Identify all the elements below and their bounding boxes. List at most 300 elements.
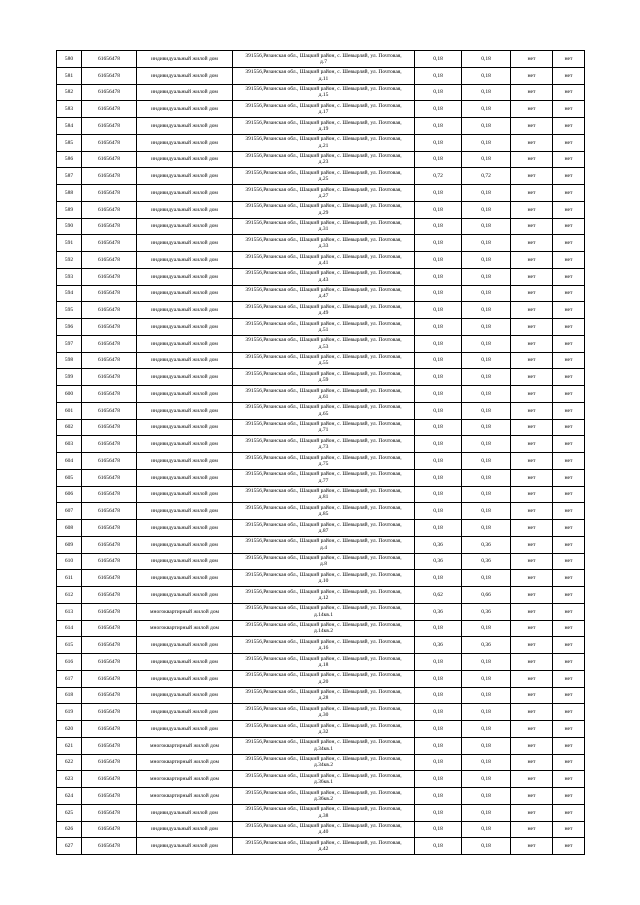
address-line-2: д.59	[318, 377, 329, 384]
value-1-cell: 0,18	[415, 670, 462, 687]
code-cell: 61656478	[82, 285, 137, 302]
row-number-cell: 583	[57, 101, 82, 118]
value-1-cell: 0,18	[415, 402, 462, 419]
address-line-2: д.43	[318, 276, 329, 283]
value-2-cell: 0,18	[462, 654, 511, 671]
code-cell: 61656478	[82, 252, 137, 269]
address-line-2: д.20	[318, 678, 329, 685]
flag-1-cell: нет	[511, 302, 553, 319]
address-line-2: д.71	[318, 427, 329, 434]
table-row	[57, 134, 585, 151]
flag-1-cell: нет	[511, 654, 553, 671]
code-cell: 61656478	[82, 101, 137, 118]
address-cell	[233, 737, 415, 754]
code-cell: 61656478	[82, 302, 137, 319]
address-cell	[233, 268, 415, 285]
value-2-cell: 0,18	[462, 67, 511, 84]
flag-1-cell: нет	[511, 268, 553, 285]
table-row	[57, 369, 585, 386]
flag-2-cell: нет	[553, 469, 585, 486]
address-line-1: 391556,Рязанская обл., Шацкий район, с. Шевырляй, ул. Почтовая,	[245, 186, 402, 193]
value-1-cell: 0,62	[415, 587, 462, 604]
flag-1-cell: нет	[511, 84, 553, 101]
row-number-cell: 620	[57, 721, 82, 738]
value-2-cell: 0,18	[462, 754, 511, 771]
row-number-cell: 593	[57, 268, 82, 285]
code-cell: 61656478	[82, 670, 137, 687]
code-cell: 61656478	[82, 51, 137, 68]
row-number-cell: 618	[57, 687, 82, 704]
flag-2-cell: нет	[553, 603, 585, 620]
address-cell	[233, 670, 415, 687]
address-cell	[233, 687, 415, 704]
address-line-2: д.21	[318, 142, 329, 149]
table-row	[57, 235, 585, 252]
building-type-cell: индивидуальный жилой дом	[137, 386, 233, 403]
address-cell	[233, 637, 415, 654]
row-number-cell: 610	[57, 553, 82, 570]
building-type-cell: индивидуальный жилой дом	[137, 335, 233, 352]
table-row	[57, 754, 585, 771]
building-type-cell: индивидуальный жилой дом	[137, 369, 233, 386]
value-2-cell: 0,18	[462, 235, 511, 252]
flag-2-cell: нет	[553, 687, 585, 704]
address-line-1: 391556,Рязанская обл., Шацкий район, с. Шевырляй, ул. Почтовая,	[245, 622, 402, 629]
row-number-cell: 581	[57, 67, 82, 84]
code-cell: 61656478	[82, 168, 137, 185]
flag-1-cell: нет	[511, 252, 553, 269]
flag-1-cell: нет	[511, 335, 553, 352]
code-cell: 61656478	[82, 821, 137, 838]
value-2-cell: 0,18	[462, 469, 511, 486]
address-cell	[233, 101, 415, 118]
value-2-cell: 0,18	[462, 201, 511, 218]
value-2-cell: 0,18	[462, 804, 511, 821]
code-cell: 61656478	[82, 637, 137, 654]
address-line-1: 391556,Рязанская обл., Шацкий район, с. Шевырляй, ул. Почтовая,	[245, 504, 402, 511]
code-cell: 61656478	[82, 352, 137, 369]
address-cell	[233, 252, 415, 269]
table-row	[57, 285, 585, 302]
value-2-cell: 0,18	[462, 453, 511, 470]
value-2-cell: 0,18	[462, 369, 511, 386]
address-line-1: 391556,Рязанская обл., Шацкий район, с. Шевырляй, ул. Почтовая,	[245, 253, 402, 260]
row-number-cell: 589	[57, 201, 82, 218]
address-cell	[233, 235, 415, 252]
value-1-cell: 0,18	[415, 134, 462, 151]
address-line-2: д.11	[318, 75, 329, 82]
value-2-cell: 0,18	[462, 503, 511, 520]
flag-1-cell: нет	[511, 520, 553, 537]
value-1-cell: 0,18	[415, 201, 462, 218]
table-row	[57, 704, 585, 721]
building-type-cell: индивидуальный жилой дом	[137, 536, 233, 553]
address-line-2: д.40	[318, 829, 329, 836]
flag-1-cell: нет	[511, 637, 553, 654]
value-2-cell: 0,36	[462, 603, 511, 620]
flag-2-cell: нет	[553, 218, 585, 235]
row-number-cell: 587	[57, 168, 82, 185]
row-number-cell: 615	[57, 637, 82, 654]
row-number-cell: 585	[57, 134, 82, 151]
address-line-1: 391556,Рязанская обл., Шацкий район, с. Шевырляй, ул. Почтовая,	[245, 454, 402, 461]
table-row	[57, 771, 585, 788]
code-cell: 61656478	[82, 185, 137, 202]
flag-1-cell: нет	[511, 201, 553, 218]
table-row	[57, 536, 585, 553]
value-1-cell: 0,36	[415, 603, 462, 620]
value-1-cell: 0,18	[415, 754, 462, 771]
flag-2-cell: нет	[553, 553, 585, 570]
flag-1-cell: нет	[511, 402, 553, 419]
code-cell: 61656478	[82, 603, 137, 620]
code-cell: 61656478	[82, 620, 137, 637]
address-line-1: 391556,Рязанская обл., Шацкий район, с. Шевырляй, ул. Почтовая,	[245, 236, 402, 243]
address-line-2: д.77	[318, 477, 329, 484]
table-row	[57, 218, 585, 235]
flag-1-cell: нет	[511, 804, 553, 821]
building-type-cell: индивидуальный жилой дом	[137, 51, 233, 68]
address-cell	[233, 821, 415, 838]
code-cell: 61656478	[82, 804, 137, 821]
value-2-cell: 0,18	[462, 670, 511, 687]
building-type-cell: индивидуальный жилой дом	[137, 520, 233, 537]
code-cell: 61656478	[82, 654, 137, 671]
address-cell	[233, 553, 415, 570]
building-type-cell: индивидуальный жилой дом	[137, 252, 233, 269]
flag-1-cell: нет	[511, 570, 553, 587]
row-number-cell: 586	[57, 151, 82, 168]
address-cell	[233, 603, 415, 620]
address-line-1: 391556,Рязанская обл., Шацкий район, с. Шевырляй, ул. Почтовая,	[245, 588, 402, 595]
flag-2-cell: нет	[553, 754, 585, 771]
code-cell: 61656478	[82, 587, 137, 604]
address-cell	[233, 570, 415, 587]
value-2-cell: 0,18	[462, 51, 511, 68]
value-1-cell: 0,18	[415, 570, 462, 587]
value-1-cell: 0,18	[415, 386, 462, 403]
flag-1-cell: нет	[511, 670, 553, 687]
row-number-cell: 609	[57, 536, 82, 553]
flag-1-cell: нет	[511, 838, 553, 855]
value-2-cell: 0,72	[462, 168, 511, 185]
address-line-1: 391556,Рязанская обл., Шацкий район, с. Шевырляй, ул. Почтовая,	[245, 136, 402, 143]
table-row	[57, 118, 585, 135]
row-number-cell: 594	[57, 285, 82, 302]
row-number-cell: 591	[57, 235, 82, 252]
row-number-cell: 588	[57, 185, 82, 202]
flag-1-cell: нет	[511, 821, 553, 838]
address-cell	[233, 118, 415, 135]
row-number-cell: 612	[57, 587, 82, 604]
value-1-cell: 0,18	[415, 788, 462, 805]
code-cell: 61656478	[82, 553, 137, 570]
address-line-2: д.47	[318, 293, 329, 300]
address-line-1: 391556,Рязанская обл., Шацкий район, с. Шевырляй, ул. Почтовая,	[245, 488, 402, 495]
value-2-cell: 0,18	[462, 737, 511, 754]
address-line-2: д.53	[318, 343, 329, 350]
flag-2-cell: нет	[553, 51, 585, 68]
flag-2-cell: нет	[553, 771, 585, 788]
table-row	[57, 654, 585, 671]
value-2-cell: 0,18	[462, 268, 511, 285]
value-1-cell: 0,18	[415, 687, 462, 704]
building-type-cell: индивидуальный жилой дом	[137, 235, 233, 252]
table-row	[57, 402, 585, 419]
address-line-2: д.81	[318, 494, 329, 501]
building-type-cell: индивидуальный жилой дом	[137, 134, 233, 151]
building-type-cell: многоквартирный жилой дом	[137, 754, 233, 771]
flag-1-cell: нет	[511, 553, 553, 570]
address-line-2: д.42	[318, 846, 329, 853]
value-1-cell: 0,18	[415, 503, 462, 520]
table-row	[57, 185, 585, 202]
address-cell	[233, 771, 415, 788]
address-line-1: 391556,Рязанская обл., Шацкий район, с. Шевырляй, ул. Почтовая,	[245, 823, 402, 830]
value-2-cell: 0,18	[462, 134, 511, 151]
flag-1-cell: нет	[511, 469, 553, 486]
value-2-cell: 0,18	[462, 788, 511, 805]
address-line-1: 391556,Рязанская обл., Шацкий район, с. Шевырляй, ул. Почтовая,	[245, 52, 402, 59]
address-cell	[233, 402, 415, 419]
building-type-cell: индивидуальный жилой дом	[137, 838, 233, 855]
table-row	[57, 101, 585, 118]
row-number-cell: 596	[57, 319, 82, 336]
flag-1-cell: нет	[511, 352, 553, 369]
value-1-cell: 0,18	[415, 51, 462, 68]
address-cell	[233, 654, 415, 671]
address-line-2: д.73	[318, 444, 329, 451]
address-cell	[233, 788, 415, 805]
value-1-cell: 0,18	[415, 453, 462, 470]
flag-1-cell: нет	[511, 754, 553, 771]
row-number-cell: 597	[57, 335, 82, 352]
address-line-1: 391556,Рязанская обл., Шацкий район, с. Шевырляй, ул. Почтовая,	[245, 404, 402, 411]
value-1-cell: 0,36	[415, 637, 462, 654]
address-cell	[233, 520, 415, 537]
address-line-1: 391556,Рязанская обл., Шацкий район, с. Шевырляй, ул. Почтовая,	[245, 521, 402, 528]
table-row	[57, 151, 585, 168]
flag-2-cell: нет	[553, 402, 585, 419]
flag-2-cell: нет	[553, 285, 585, 302]
value-1-cell: 0,18	[415, 721, 462, 738]
address-line-2: д.25	[318, 176, 329, 183]
address-line-2: д.17	[318, 109, 329, 116]
value-1-cell: 0,18	[415, 319, 462, 336]
row-number-cell: 606	[57, 486, 82, 503]
value-1-cell: 0,18	[415, 67, 462, 84]
building-type-cell: индивидуальный жилой дом	[137, 687, 233, 704]
address-cell	[233, 168, 415, 185]
flag-2-cell: нет	[553, 838, 585, 855]
flag-1-cell: нет	[511, 168, 553, 185]
address-cell	[233, 185, 415, 202]
flag-1-cell: нет	[511, 386, 553, 403]
value-1-cell: 0,18	[415, 118, 462, 135]
row-number-cell: 580	[57, 51, 82, 68]
address-line-1: 391556,Рязанская обл., Шацкий район, с. Шевырляй, ул. Почтовая,	[245, 555, 402, 562]
address-line-1: 391556,Рязанская обл., Шацкий район, с. Шевырляй, ул. Почтовая,	[245, 538, 402, 545]
flag-1-cell: нет	[511, 118, 553, 135]
value-2-cell: 0,18	[462, 151, 511, 168]
flag-2-cell: нет	[553, 252, 585, 269]
building-type-cell: многоквартирный жилой дом	[137, 603, 233, 620]
value-2-cell: 0,18	[462, 570, 511, 587]
value-2-cell: 0,18	[462, 402, 511, 419]
value-2-cell: 0,18	[462, 721, 511, 738]
building-type-cell: индивидуальный жилой дом	[137, 201, 233, 218]
flag-2-cell: нет	[553, 637, 585, 654]
flag-2-cell: нет	[553, 335, 585, 352]
building-type-cell: индивидуальный жилой дом	[137, 302, 233, 319]
flag-2-cell: нет	[553, 185, 585, 202]
code-cell: 61656478	[82, 838, 137, 855]
address-line-1: 391556,Рязанская обл., Шацкий район, с. Шевырляй, ул. Почтовая,	[245, 672, 402, 679]
flag-2-cell: нет	[553, 788, 585, 805]
address-cell	[233, 151, 415, 168]
building-type-cell: индивидуальный жилой дом	[137, 118, 233, 135]
table-row	[57, 737, 585, 754]
table-row	[57, 788, 585, 805]
address-line-2: д.19	[318, 125, 329, 132]
building-type-cell: индивидуальный жилой дом	[137, 453, 233, 470]
code-cell: 61656478	[82, 486, 137, 503]
value-1-cell: 0,18	[415, 252, 462, 269]
address-line-1: 391556,Рязанская обл., Шацкий район, с. Шевырляй, ул. Почтовая,	[245, 270, 402, 277]
address-cell	[233, 536, 415, 553]
value-2-cell: 0,18	[462, 419, 511, 436]
value-2-cell: 0,18	[462, 771, 511, 788]
value-1-cell: 0,18	[415, 737, 462, 754]
table-row	[57, 603, 585, 620]
value-2-cell: 0,18	[462, 838, 511, 855]
address-line-2: д.33	[318, 243, 329, 250]
value-1-cell: 0,18	[415, 654, 462, 671]
table-row	[57, 687, 585, 704]
address-line-1: 391556,Рязанская обл., Шацкий район, с. Шевырляй, ул. Почтовая,	[245, 169, 402, 176]
value-2-cell: 0,18	[462, 352, 511, 369]
housing-table	[56, 50, 585, 855]
value-1-cell: 0,18	[415, 185, 462, 202]
value-2-cell: 0,18	[462, 252, 511, 269]
address-line-1: 391556,Рязанская обл., Шацкий район, с. Шевырляй, ул. Почтовая,	[245, 354, 402, 361]
address-cell	[233, 201, 415, 218]
building-type-cell: индивидуальный жилой дом	[137, 436, 233, 453]
address-cell	[233, 754, 415, 771]
address-line-1: 391556,Рязанская обл., Шацкий район, с. Шевырляй, ул. Почтовая,	[245, 69, 402, 76]
address-cell	[233, 419, 415, 436]
table-row	[57, 302, 585, 319]
table-row	[57, 838, 585, 855]
address-line-2: д.49	[318, 310, 329, 317]
value-1-cell: 0,18	[415, 285, 462, 302]
flag-1-cell: нет	[511, 788, 553, 805]
address-line-2: д.51	[318, 326, 329, 333]
table-row	[57, 168, 585, 185]
value-2-cell: 0,66	[462, 587, 511, 604]
table-row	[57, 570, 585, 587]
flag-1-cell: нет	[511, 486, 553, 503]
flag-1-cell: нет	[511, 134, 553, 151]
row-number-cell: 605	[57, 469, 82, 486]
row-number-cell: 625	[57, 804, 82, 821]
row-number-cell: 602	[57, 419, 82, 436]
flag-2-cell: нет	[553, 721, 585, 738]
address-cell	[233, 352, 415, 369]
building-type-cell: индивидуальный жилой дом	[137, 185, 233, 202]
address-line-2: д.28	[318, 695, 329, 702]
code-cell: 61656478	[82, 436, 137, 453]
address-line-1: 391556,Рязанская обл., Шацкий район, с. Шевырляй, ул. Почтовая,	[245, 689, 402, 696]
row-number-cell: 604	[57, 453, 82, 470]
row-number-cell: 592	[57, 252, 82, 269]
address-line-1: 391556,Рязанская обл., Шацкий район, с. Шевырляй, ул. Почтовая,	[245, 789, 402, 796]
value-2-cell: 0,18	[462, 486, 511, 503]
address-line-2: д.7	[320, 58, 327, 65]
flag-2-cell: нет	[553, 201, 585, 218]
row-number-cell: 614	[57, 620, 82, 637]
value-1-cell: 0,18	[415, 436, 462, 453]
address-cell	[233, 369, 415, 386]
code-cell: 61656478	[82, 118, 137, 135]
address-line-2: д.10	[318, 578, 329, 585]
address-line-2: д.16	[318, 645, 329, 652]
flag-1-cell: нет	[511, 419, 553, 436]
table-row	[57, 486, 585, 503]
flag-2-cell: нет	[553, 134, 585, 151]
value-1-cell: 0,18	[415, 268, 462, 285]
value-1-cell: 0,72	[415, 168, 462, 185]
code-cell: 61656478	[82, 721, 137, 738]
address-line-1: 391556,Рязанская обл., Шацкий район, с. Шевырляй, ул. Почтовая,	[245, 320, 402, 327]
value-1-cell: 0,18	[415, 302, 462, 319]
flag-1-cell: нет	[511, 319, 553, 336]
table-row	[57, 620, 585, 637]
flag-2-cell: нет	[553, 319, 585, 336]
building-type-cell: индивидуальный жилой дом	[137, 402, 233, 419]
address-line-1: 391556,Рязанская обл., Шацкий район, с. Шевырляй, ул. Почтовая,	[245, 471, 402, 478]
building-type-cell: индивидуальный жилой дом	[137, 670, 233, 687]
address-line-2: д.23	[318, 159, 329, 166]
value-2-cell: 0,18	[462, 520, 511, 537]
code-cell: 61656478	[82, 235, 137, 252]
address-line-2: д.18	[318, 661, 329, 668]
row-number-cell: 627	[57, 838, 82, 855]
address-line-1: 391556,Рязанская обл., Шацкий район, с. Шевырляй, ул. Почтовая,	[245, 119, 402, 126]
flag-1-cell: нет	[511, 737, 553, 754]
address-line-2: д.36кв.2	[313, 795, 334, 802]
building-type-cell: индивидуальный жилой дом	[137, 151, 233, 168]
value-1-cell: 0,18	[415, 419, 462, 436]
table-row	[57, 453, 585, 470]
address-line-2: д.65	[318, 410, 329, 417]
table-row	[57, 469, 585, 486]
address-cell	[233, 587, 415, 604]
address-cell	[233, 84, 415, 101]
address-line-2: д.14кв.1	[313, 611, 334, 618]
address-line-1: 391556,Рязанская обл., Шацкий район, с. Шевырляй, ул. Почтовая,	[245, 839, 402, 846]
table-row	[57, 335, 585, 352]
row-number-cell: 619	[57, 704, 82, 721]
value-2-cell: 0,18	[462, 821, 511, 838]
code-cell: 61656478	[82, 218, 137, 235]
value-2-cell: 0,18	[462, 319, 511, 336]
address-line-1: 391556,Рязанская обл., Шацкий район, с. Шевырляй, ул. Почтовая,	[245, 806, 402, 813]
row-number-cell: 582	[57, 84, 82, 101]
flag-1-cell: нет	[511, 721, 553, 738]
building-type-cell: индивидуальный жилой дом	[137, 654, 233, 671]
flag-2-cell: нет	[553, 520, 585, 537]
